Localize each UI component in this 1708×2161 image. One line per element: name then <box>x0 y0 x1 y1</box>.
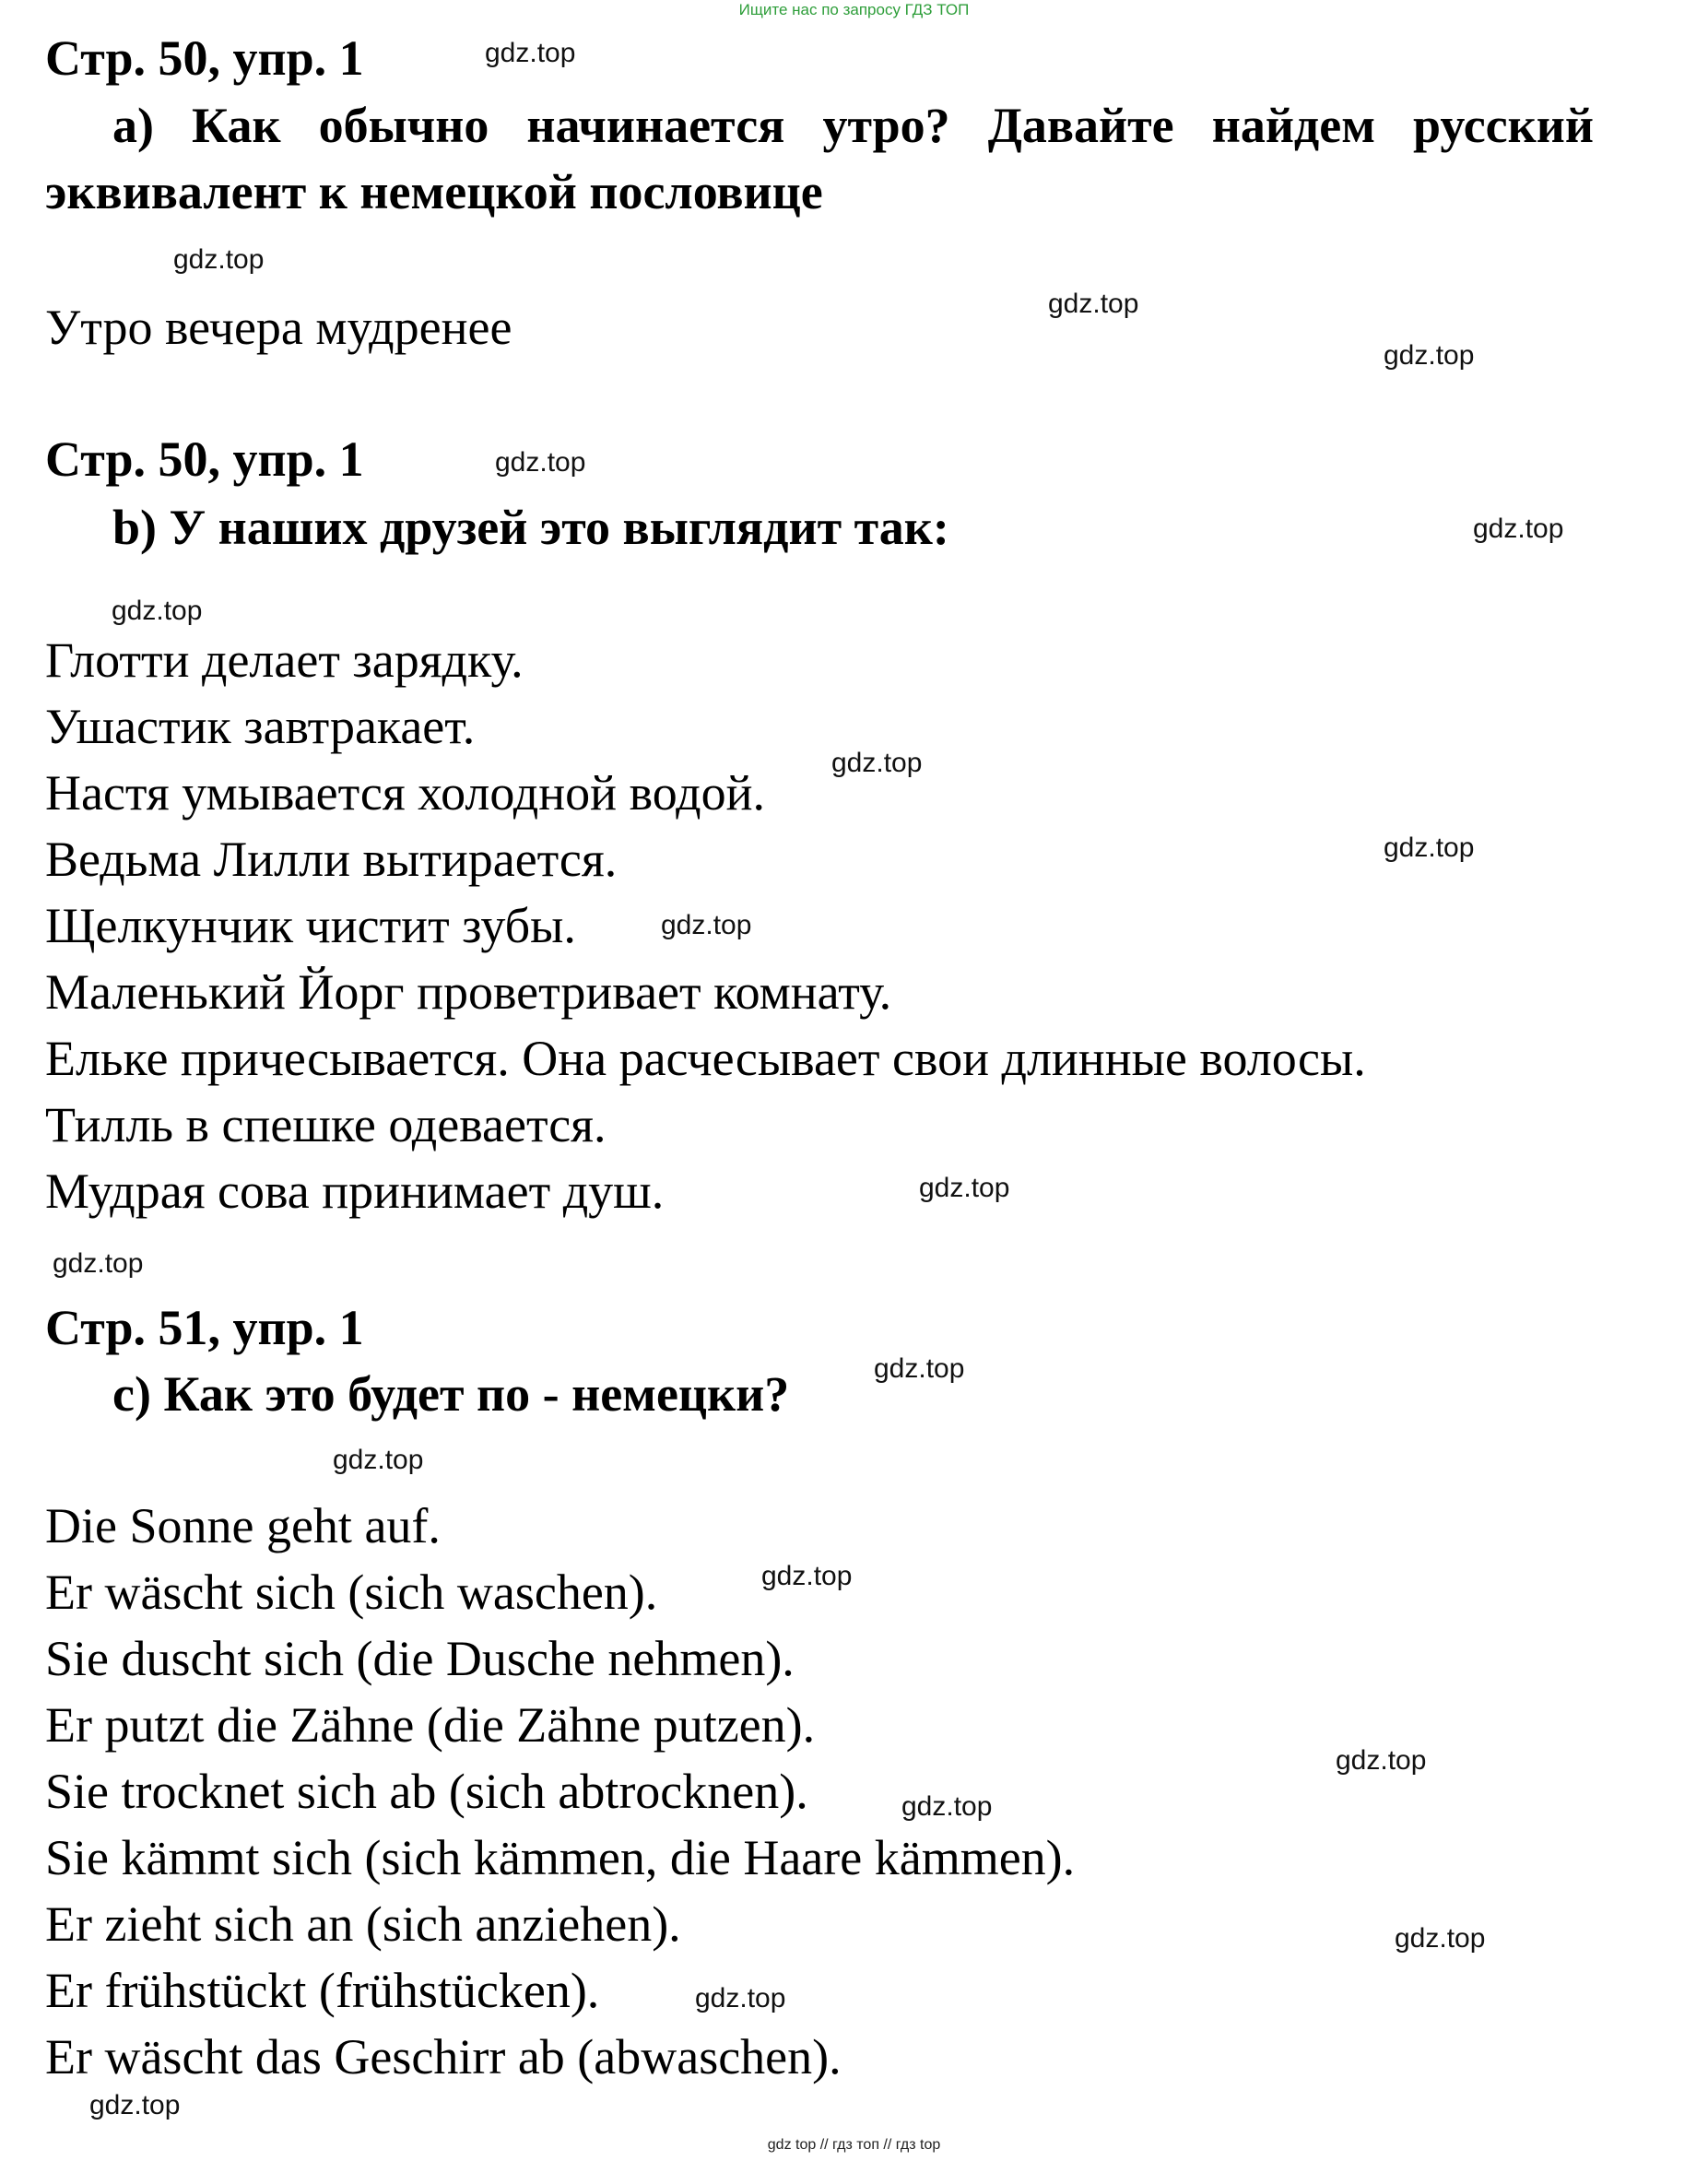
watermark: gdz.top <box>173 244 265 275</box>
footer-credits: gdz top // гдз топ // гдз top <box>767 2137 941 2153</box>
task-prompt-c: c) Как это будет по - немецки? <box>112 1366 790 1422</box>
answer-line: Ельке причесывается. Она расчесывает свои длинные волосы. <box>45 1031 1366 1086</box>
task-prompt-a: a) Как обычно начинается утро? Давайте найдем русский эквивалент к немецкой пословице <box>45 98 1594 219</box>
answer-line: Er frühstückt (frühstücken). <box>45 1963 600 2018</box>
watermark: gdz.top <box>1336 1745 1427 1776</box>
watermark: gdz.top <box>661 910 752 940</box>
watermark: gdz.top <box>333 1445 424 1475</box>
watermark: gdz.top <box>53 1248 144 1279</box>
answer-line: Тилль в спешке одевается. <box>45 1097 607 1152</box>
watermark: gdz.top <box>1384 833 1475 863</box>
watermark: gdz.top <box>89 2090 181 2120</box>
section-heading-c: Стр. 51, упр. 1 <box>45 1300 364 1355</box>
answer-line: Er wäscht das Geschirr ab (abwaschen). <box>45 2029 842 2084</box>
watermark: gdz.top <box>1384 340 1475 371</box>
watermark: gdz.top <box>901 1791 993 1822</box>
watermark: gdz.top <box>874 1353 965 1384</box>
watermark: gdz.top <box>919 1173 1010 1203</box>
watermark: gdz.top <box>112 596 203 626</box>
answer-line: Мудрая сова принимает душ. <box>45 1163 665 1219</box>
watermark: gdz.top <box>695 1983 786 2013</box>
answer-line: Die Sonne geht auf. <box>45 1498 441 1553</box>
watermark: gdz.top <box>485 38 576 68</box>
answer-line: Sie kämmt sich (sich kämmen, die Haare kämmen). <box>45 1830 1076 1885</box>
answer-line: Er wäscht sich (sich waschen). <box>45 1565 658 1620</box>
task-prompt-b: b) У наших друзей это выглядит так: <box>112 500 949 555</box>
answer-line: Sie trocknet sich ab (sich abtrocknen). <box>45 1764 808 1819</box>
answer-line: Маленький Йорг проветривает комнату. <box>45 964 892 1020</box>
answer-line: Er putzt die Zähne (die Zähne putzen). <box>45 1697 816 1753</box>
answer-line: Глотти делает зарядку. <box>45 632 524 688</box>
watermark: gdz.top <box>831 748 923 778</box>
section-heading-b: Стр. 50, упр. 1 <box>45 431 364 487</box>
watermark: gdz.top <box>495 447 586 478</box>
answer-line: Щелкунчик чистит зубы. <box>45 898 576 953</box>
answer-line: Sie duscht sich (die Dusche nehmen). <box>45 1631 795 1686</box>
watermark: gdz.top <box>761 1561 853 1591</box>
answer-line: Утро вечера мудренее <box>45 300 512 355</box>
answer-line: Er zieht sich an (sich anziehen). <box>45 1896 681 1952</box>
watermark: gdz.top <box>1395 1923 1486 1954</box>
answer-line: Ушастик завтракает. <box>45 699 476 754</box>
search-hint-banner: Ищите нас по запросу ГДЗ ТОП <box>738 1 970 18</box>
watermark: gdz.top <box>1048 289 1139 319</box>
answer-line: Настя умывается холодной водой. <box>45 765 766 821</box>
watermark: gdz.top <box>1473 514 1564 544</box>
answer-line: Ведьма Лилли вытирается. <box>45 832 618 887</box>
section-heading-a: Стр. 50, упр. 1 <box>45 30 364 86</box>
